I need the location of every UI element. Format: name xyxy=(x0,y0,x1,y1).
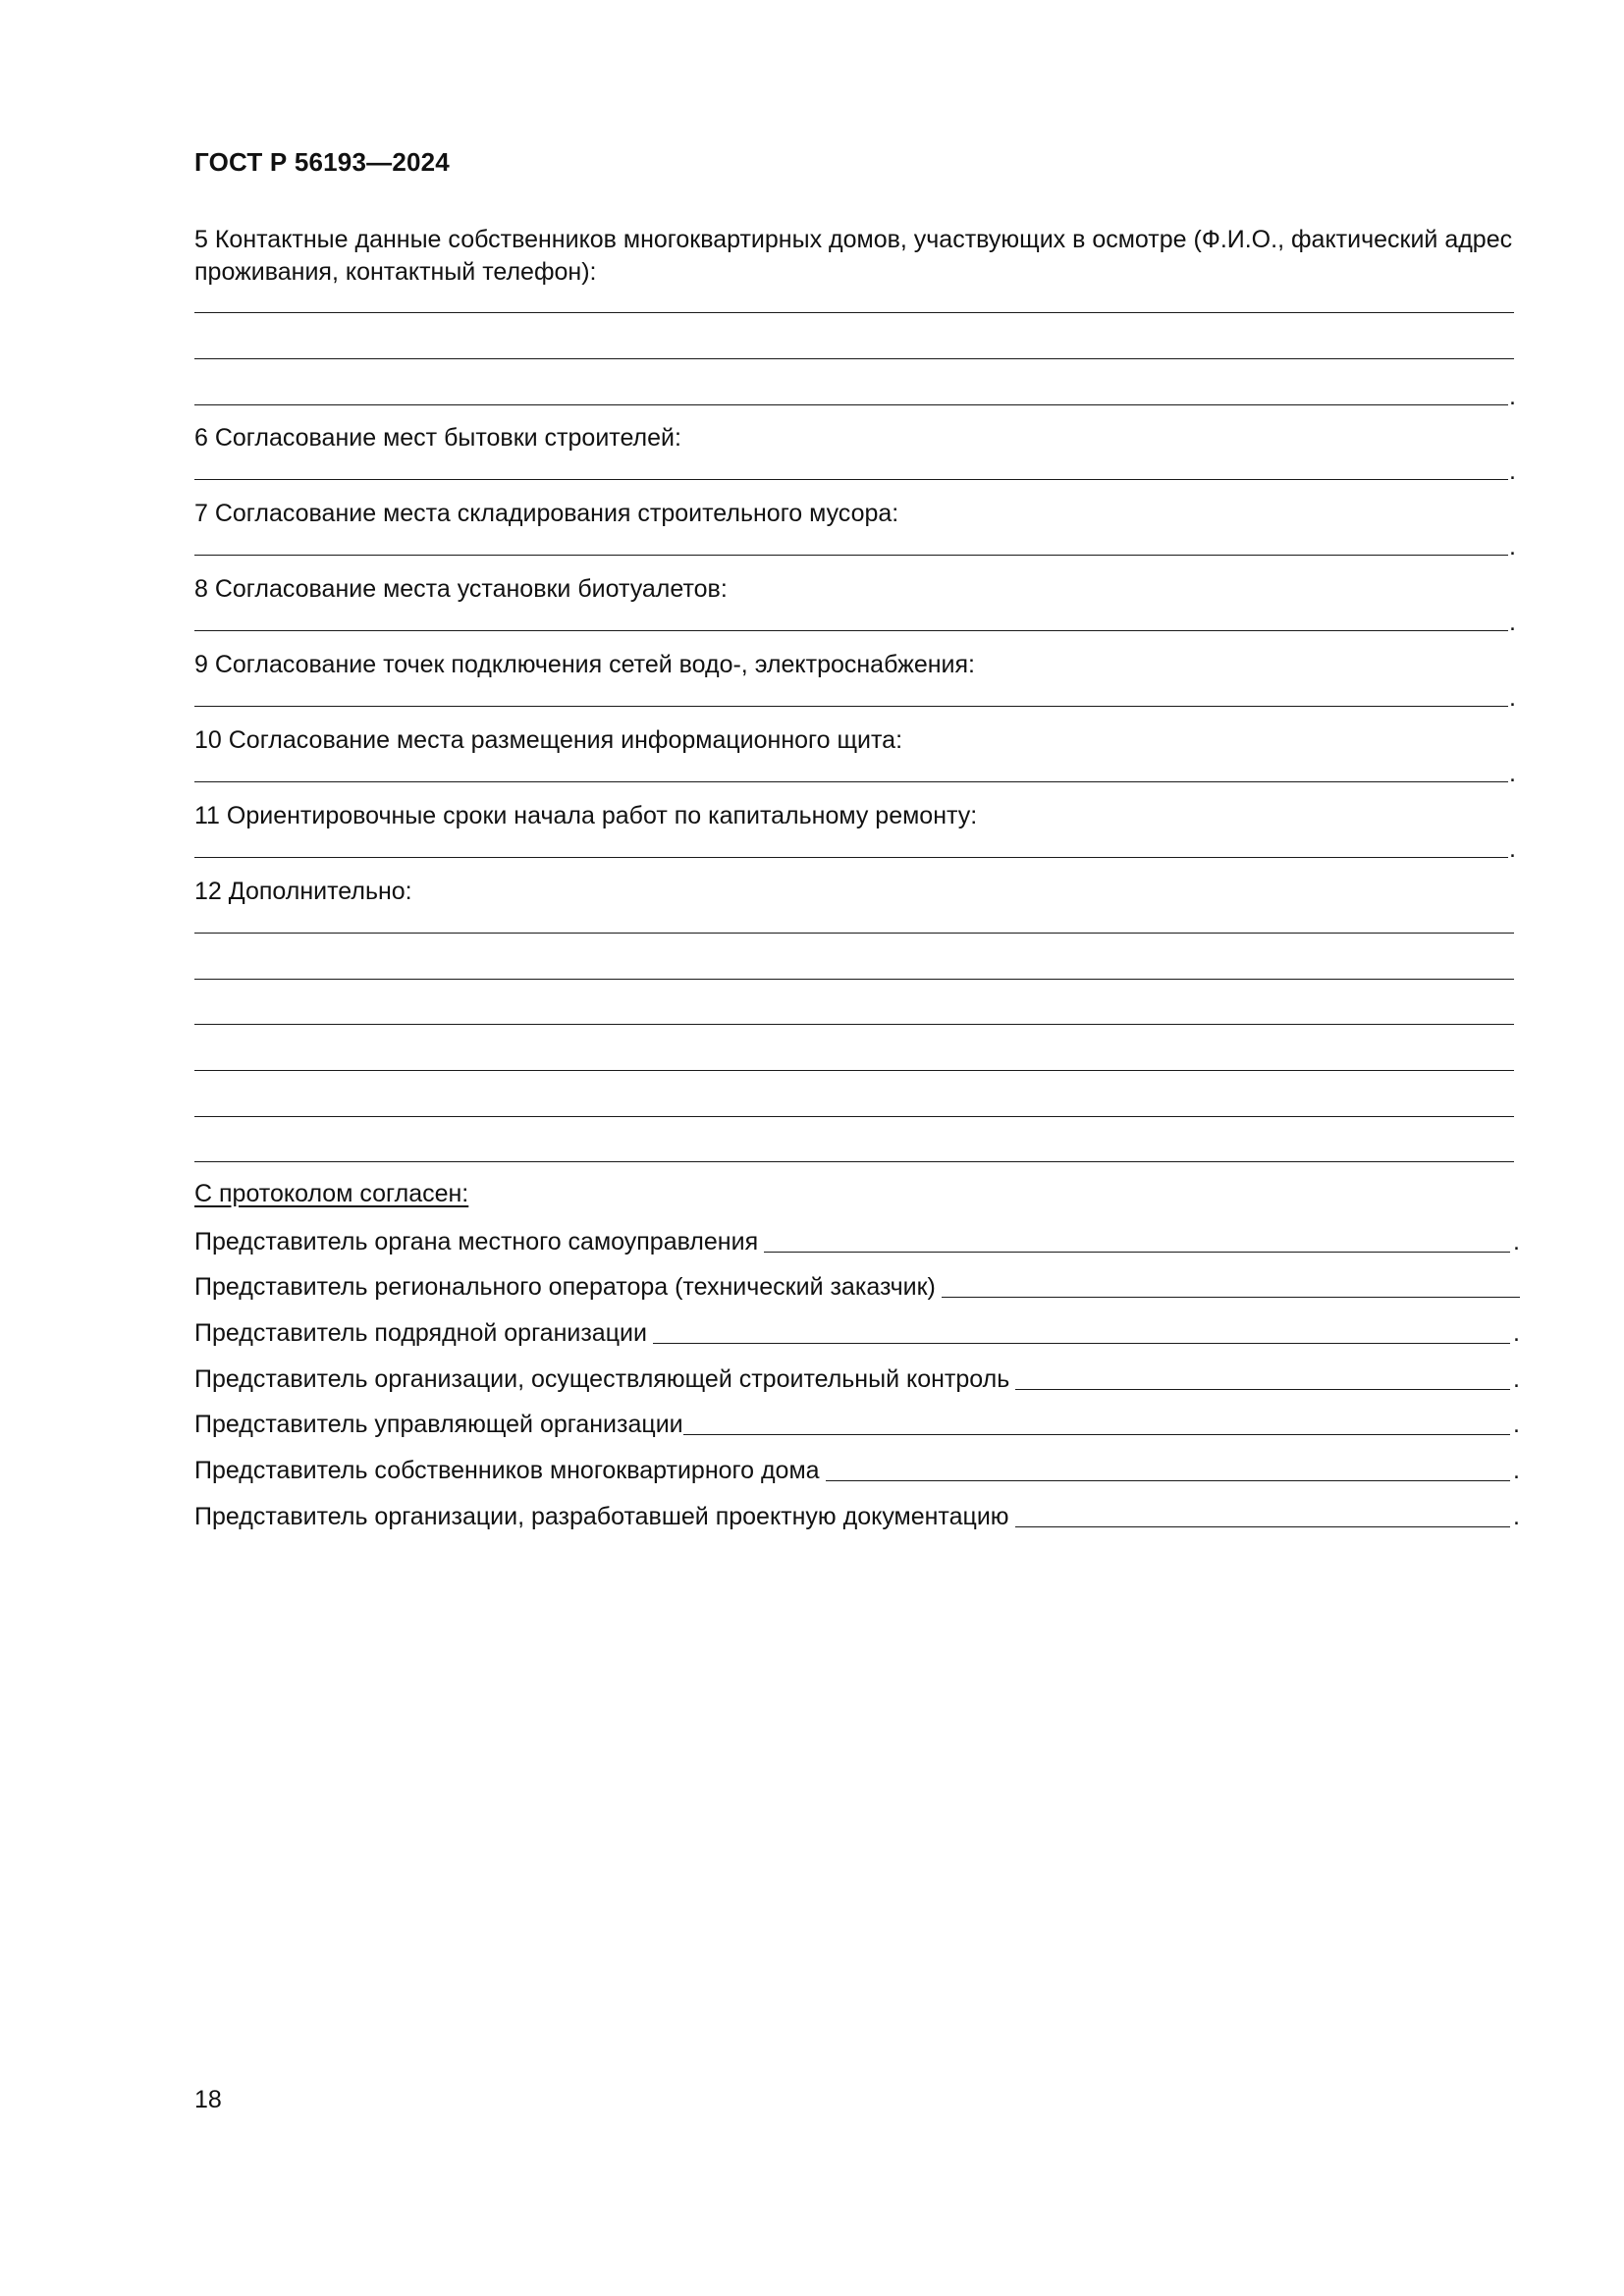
signatory-label: Представитель органа местного самоуправления xyxy=(194,1228,759,1255)
item-12-answer-line-4[interactable] xyxy=(194,1070,1514,1071)
item-5-answer-line-1[interactable] xyxy=(194,312,1514,313)
signature-line[interactable] xyxy=(1015,1501,1510,1527)
signatory-label: Представитель собственников многоквартирного дома xyxy=(194,1457,820,1484)
signatory-label: Представитель подрядной организации xyxy=(194,1319,647,1347)
line-end-dot: . xyxy=(1509,609,1516,636)
item-5-answer-line-3[interactable] xyxy=(194,404,1508,405)
signature-row-contractor xyxy=(194,1314,1520,1348)
item-9-answer-line[interactable] xyxy=(194,706,1508,707)
item-12-answer-line-1[interactable] xyxy=(194,933,1514,934)
page-number: 18 xyxy=(194,2086,222,2113)
document-code: ГОСТ Р 56193—2024 xyxy=(194,147,450,177)
item-12-answer-line-5[interactable] xyxy=(194,1116,1514,1117)
signature-line[interactable] xyxy=(764,1226,1510,1253)
item-6-label: 6 Согласование мест бытовки строителей: xyxy=(194,424,681,452)
item-12-answer-line-2[interactable] xyxy=(194,979,1514,980)
signature-row-design-organization xyxy=(194,1498,1520,1531)
signature-line[interactable] xyxy=(683,1409,1510,1435)
line-end-dot: . xyxy=(1509,383,1516,410)
item-11-answer-line[interactable] xyxy=(194,857,1508,858)
signatory-label: Представитель регионального оператора (технический заказчик) xyxy=(194,1273,936,1301)
item-5-label: 5 Контактные данные собственников многоквартирных домов, участвующих в осмотре (Ф.И.О., фактический адрес проживания, контактный телефон): xyxy=(194,226,1513,286)
signature-line[interactable] xyxy=(1015,1363,1510,1390)
line-end-dot: . xyxy=(1513,1365,1520,1393)
item-7-answer-line[interactable] xyxy=(194,555,1508,556)
signature-line[interactable] xyxy=(942,1271,1520,1298)
signatory-label: Представитель управляющей организации xyxy=(194,1411,683,1438)
line-end-dot: . xyxy=(1509,760,1516,787)
item-10-label: 10 Согласование места размещения информационного щита: xyxy=(194,726,903,754)
signature-row-owners xyxy=(194,1452,1520,1485)
line-end-dot: . xyxy=(1509,684,1516,712)
item-9-label: 9 Согласование точек подключения сетей водо-, электроснабжения: xyxy=(194,651,976,678)
signature-line[interactable] xyxy=(826,1455,1510,1481)
line-end-dot: . xyxy=(1513,1411,1520,1438)
agreement-heading: С протоколом согласен: xyxy=(194,1180,469,1207)
line-end-dot: . xyxy=(1509,457,1516,485)
line-end-dot: . xyxy=(1513,1457,1520,1484)
line-end-dot: . xyxy=(1509,835,1516,863)
signature-row-local-government xyxy=(194,1223,1520,1256)
signatory-label: Представитель организации, разработавшей проектную документацию xyxy=(194,1503,1009,1530)
item-11-label: 11 Ориентировочные сроки начала работ по капитальному ремонту: xyxy=(194,802,978,829)
line-end-dot: . xyxy=(1513,1503,1520,1530)
line-end-dot: . xyxy=(1513,1228,1520,1255)
line-end-dot: . xyxy=(1513,1319,1520,1347)
signatory-label: Представитель организации, осуществляющей строительный контроль xyxy=(194,1365,1010,1393)
line-end-dot: . xyxy=(1509,533,1516,561)
signature-row-regional-operator xyxy=(194,1268,1520,1302)
signature-line[interactable] xyxy=(653,1317,1510,1344)
item-8-label: 8 Согласование места установки биотуалетов: xyxy=(194,575,728,603)
item-12-label: 12 Дополнительно: xyxy=(194,878,412,905)
item-8-answer-line[interactable] xyxy=(194,630,1508,631)
item-5-answer-line-2[interactable] xyxy=(194,358,1514,359)
item-12-answer-line-6[interactable] xyxy=(194,1161,1514,1162)
signature-row-construction-control xyxy=(194,1361,1520,1394)
item-7-label: 7 Согласование места складирования строительного мусора: xyxy=(194,500,899,527)
item-10-answer-line[interactable] xyxy=(194,781,1508,782)
item-6-answer-line[interactable] xyxy=(194,479,1508,480)
item-12-answer-line-3[interactable] xyxy=(194,1024,1514,1025)
signature-row-management-company xyxy=(194,1406,1520,1439)
